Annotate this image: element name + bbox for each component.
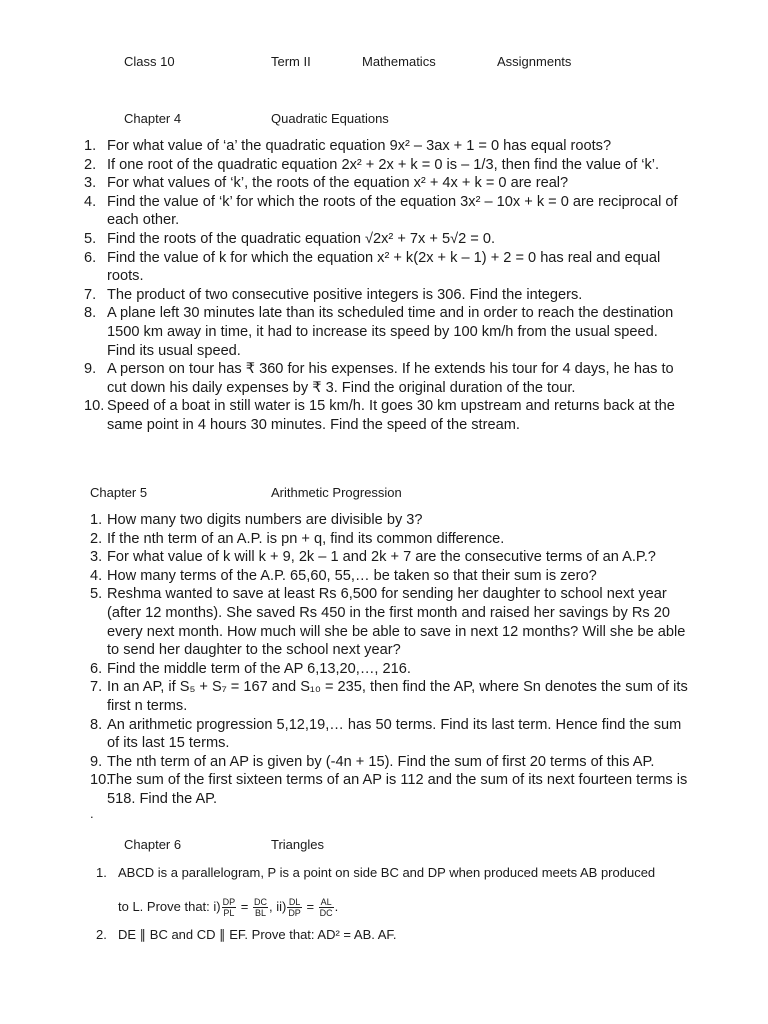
question-item: 6. Find the value of k for which the equation x² + k(2x + k – 1) + 2 = 0 has real and equal roots. [84,249,661,285]
question-item: 7. In an AP, if S₅ + S₇ = 167 and S₁₀ = 235, then find the AP, where Sn denotes the sum of its first n terms. [90,679,688,714]
question-item: 8. A plane left 30 minutes late than its scheduled time and in order to reach the destination 1500 km away in time, it had to increase its speed by 100 km/h from the usual speed. Find its usual speed. [84,305,674,359]
question-item: 9. A person on tour has ₹ 360 for his expenses. If he extends his tour for 4 days, he has to cut down his daily expenses by ₹ 3. Find the original duration of the tour. [84,361,674,396]
question-item: 1. For what value of ‘a’ the quadratic equation 9x² – 3ax + 1 = 0 has equal roots? [84,138,612,154]
trailing-mark: . [90,806,94,821]
type-label: Assignments [497,54,572,69]
question-item: 3. For what values of ‘k’, the roots of the equation x² + 4x + k = 0 are real? [84,175,569,192]
question-item: 4. How many terms of the A.P. 65,60, 55,… be taken so that their sum is zero? [90,567,597,584]
question-item: 9. The nth term of an AP is given by (-4n + 15). Find the sum of first 20 terms of this AP. [90,753,655,770]
fraction-dl-dp: $\frac{DL}{DP}$ [288,897,301,919]
question-item: 2. DE ∥ BC and CD ∥ EF. Prove that: AD² = AB. AF. [96,927,397,943]
question-item: 6. Find the middle term of the AP 6,13,20,…, 216. [90,660,411,677]
fraction-dc-bl: $\frac{DC}{BL}$ [253,897,267,919]
term-label: Term II [271,54,311,69]
question-item: 4. Find the value of ‘k’ for which the roots of the equation 3x² – 10x + k = 0 are reciprocal of each other. [84,193,678,229]
question-text-line-2: to L. Prove that: i) $\frac{DP}{PL}$ = $\frac{DC}{BL}$ , ii) $\frac{DL}{DP}$ = $\frac{AL}{DC}$ . [118,897,339,919]
chapter-4-title: Quadratic Equations [271,111,389,126]
question-text-line-1: ABCD is a parallelogram, P is a point on side BC and DP when produced meets AB produced [118,865,656,880]
question-item: 1. How many two digits numbers are divisible by 3? [90,512,423,528]
question-item: 2. If one root of the quadratic equation 2x² + 2x + k = 0 is – 1/3, then find the value of ‘k’. [84,156,660,173]
question-item: 10. The sum of the first sixteen terms of an AP is 112 and the sum of its next fourteen terms is 518. Find the AP. [90,772,688,807]
chapter-6-label: Chapter 6 [124,837,182,852]
question-item: 5. Find the roots of the quadratic equation √2x² + 7x + 5√2 = 0. [84,230,495,247]
question-item: 1. ABCD is a parallelogram, P is a point on side BC and DP when produced meets AB produced to L. Prove that: i) $\frac{DP}{PL}$ = $\frac{DC}{BL}$ , ii) $\frac{DL}{DP}$ = $\frac{AL}{DC}$ . [96,864,696,918]
class-label: Class 10 [124,54,175,69]
question-item: 8. An arithmetic progression 5,12,19,… has 50 terms. Find its last term. Hence find the sum of its last 15 terms. [90,716,682,752]
question-item: 7. The product of two consecutive positive integers is 306. Find the integers. [84,286,583,303]
question-item: 5. Reshma wanted to save at least Rs 6,500 for sending her daughter to school next year (after 12 months). She saved Rs 450 in the first month and raised her savings by Rs 20 every next month. How much will she be able to save in next 12 months? Will she be able to send her daughter to the school next year? [90,586,686,659]
subject-label: Mathematics [362,54,436,69]
question-item: 3. For what value of k will k + 9, 2k – 1 and 2k + 7 are the consecutive terms of an A.P.? [90,549,656,566]
chapter-4-question-list [84,137,684,435]
chapter-6-question-list [96,864,696,945]
fraction-dp-pl: $\frac{DP}{PL}$ [222,897,236,919]
chapter-4-label: Chapter 4 [124,111,182,126]
question-item: 2. If the nth term of an A.P. is pn + q, find its common difference. [90,530,505,547]
chapter-6-title: Triangles [271,837,324,852]
chapter-5-title: Arithmetic Progression [271,485,402,500]
chapter-5-question-list [90,511,690,809]
question-item: 10. Speed of a boat in still water is 15 km/h. It goes 30 km upstream and returns back at the same point in 4 hours 30 minutes. Find the speed of the stream. [84,398,675,433]
fraction-al-dc: $\frac{AL}{DC}$ [319,897,333,919]
chapter-5-label: Chapter 5 [90,485,148,500]
